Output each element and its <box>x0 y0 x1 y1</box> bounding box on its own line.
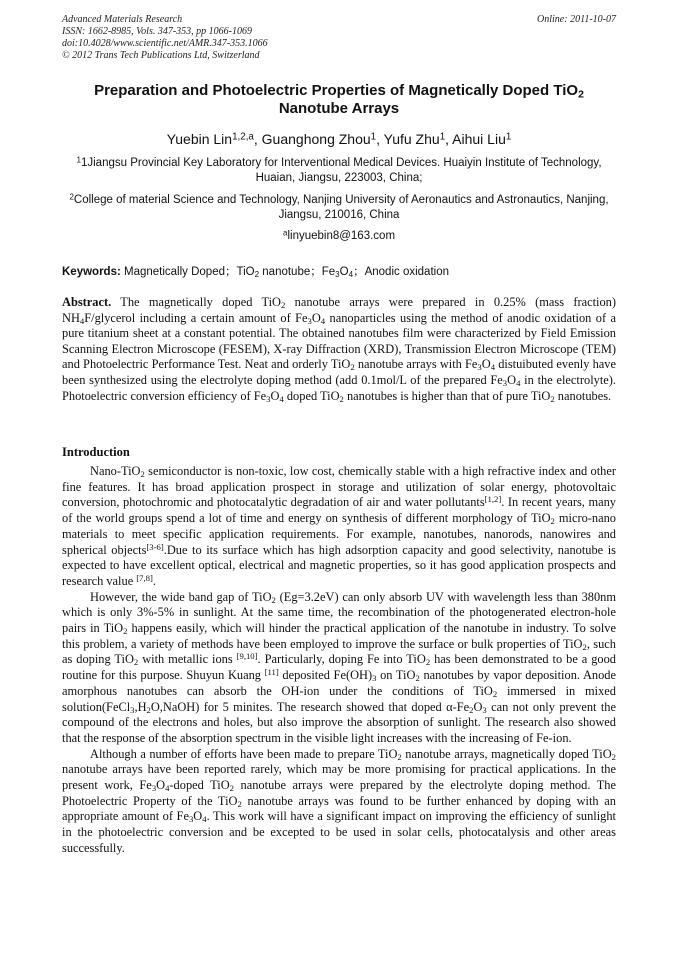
author-email[interactable]: $^a$linyuebin8@163.com <box>282 228 396 242</box>
affiliation-2: $^2$College of material Science and Technology, Nanjing University of Aeronautics and Astronautics, Nanjing, Jiangsu, 210016, China <box>69 192 609 221</box>
author-list: Yuebin Lin$^{1,2,a}$, Guanghong Zhou$^1$, Yufu Zhu$^1$, Aihui Liu$^1$ <box>166 131 512 147</box>
abstract-label: Abstract. <box>62 295 112 309</box>
introduction-body <box>62 464 616 857</box>
affiliation-1: $^1$1Jiangsu Provincial Key Laboratory for Interventional Medical Devices. Huaiyin Institute of Technology, Huaian, Jiangsu, 223003, China; <box>76 155 602 184</box>
section-heading-introduction: Introduction <box>62 445 130 459</box>
author-name: Guanghong Zhou <box>261 131 371 147</box>
journal-name: Advanced Materials Research <box>62 14 183 25</box>
citation-ref[interactable]: [3-6] <box>146 541 164 552</box>
copyright-line: © 2012 Trans Tech Publications Ltd, Switzerland <box>62 50 260 61</box>
journal-header <box>62 14 616 62</box>
abstract-paragraph: Abstract. The magnetically doped TiO$_2$ nanotube arrays were prepared in 0.25% (mass fraction) $NH_4F$/glycerol including a certain amount of $Fe_3O_4$ nanoparticles using the method of anodic oxidation of a pure titanium sheet at a constant potential. The obtained nanotubes film were characterized by Field Emission Scanning Electron Microscope (FESEM), X-ray Diffraction (XRD), Transmission Electron Microscope (TEM) and Photoelectric Performance Test. Neat and orderly TiO$_2$ nanotube arrays with $Fe_3O_4$ distuibuted evenly have been synthesized using the electrolyte doping method (add 0.1mol/L of the prepared $Fe_3O_4$ in the electrolyte). Photoelectric conversion efficiency of $Fe_3O_4$ doped TiO$_2$ nanotubes is higher than that of pure TiO$_2$ nanotubes. <box>62 295 616 404</box>
intro-paragraph-1: Nano-TiO$_2$ semiconductor is non-toxic, low cost, chemically stable with a high refractive index and other fine features. It has broad application prospect in storage and utilization of solar energy, photovoltaic conversion, photochromic and photocatalytic degradation of air and water pollutants[1,2]. In recent years, many of the world groups spend a lot of time and energy on synthesis of different morphology of TiO$_2$ micro-nano materials to meet specific application requirements. For example, nanotubes, nanorods, nanowires and spherical objects[3-6].Due to its surface which has high adsorption capacity and good selectivity, nanotube is expected to have excellent optical, electrical and magnetic properties, so it has good application prospects and research value [7,8]. <box>62 464 617 588</box>
citation-ref[interactable]: [7,8] <box>136 573 153 584</box>
author-name: Yufu Zhu <box>383 131 440 147</box>
intro-paragraph-2: However, the wide band gap of TiO$_2$ (Eg=3.2eV) can only absorb UV with wavelength less than 380nm which is only 3%-5% in sunlight. At the same time, the recombination of the photogenerated electron-hole pairs in TiO$_2$ happens easily, which will hinder the practical application of the nanotube in industry. To solve this problem, a variety of methods have been employed to improve the surface or bulk properties of TiO$_2$, such as doping TiO$_2$ with metallic ions [9,10]. Particularly, doping Fe into TiO$_2$ has been demonstrated to be a good routine for this purpose. Shuyun Kuang [11] deposited $Fe(OH)_3$ on TiO$_2$ nanotubes by vapor deposition. Anode amorphous nanotubes can absorb the OH-ion under the conditions of TiO$_2$ immersed in mixed $solution(FeCl_3,H_2O,NaOH)$ for 5 minites. The research showed that doped $\alpha-Fe_2O_3$ can not only prevent the compound of the electrons and holes, but also improve the absorption of sunlight. The research also showed that the response of the absorption spectrum in the visible light increases with the increasing of Fe-ion. <box>62 589 616 745</box>
issn-line: ISSN: 1662-8985, Vols. 347-353, pp 1066-1069 <box>62 26 252 37</box>
author-name: Aihui Liu <box>452 131 506 147</box>
doi-line[interactable]: doi:10.4028/www.scientific.net/AMR.347-353.1066 <box>62 38 268 49</box>
keywords-label: Keywords: <box>62 266 121 278</box>
intro-paragraph-3: Although a number of efforts have been made to prepare TiO$_2$ nanotube arrays, magnetically doped TiO$_2$ nanotube arrays have been reported rarely, which may be more promising for practical applications. In the present work, $Fe_3O_4$-doped TiO$_2$ nanotube arrays were prepared by the electrolyte doping method. The Photoelectric Property of the TiO$_2$ nanotube arrays was found to be further enhanced by doping with an appropriate amount of $Fe_3O_4$. This work will have a significant impact on improving the efficiency of sunlight in the photoelectric conversion and be excepted to be used in solar cells, photocatalysis and other areas successfully. <box>62 746 616 855</box>
author-name: Yuebin Lin <box>166 131 233 147</box>
citation-ref[interactable]: [11] <box>264 667 279 678</box>
keywords-line: Keywords: Magnetically Doped；TiO$_2$ nanotube；$Fe_3O_4$；Anodic oxidation <box>62 266 449 279</box>
citation-ref[interactable]: [9,10] <box>236 651 258 662</box>
citation-ref[interactable]: [1,2] <box>484 494 502 505</box>
online-date: Online: 2011-10-07 <box>537 14 616 25</box>
paper-title: Preparation and Photoelectric Properties of Magnetically Doped TiO$_2$ Nanotube Arrays <box>94 82 584 117</box>
